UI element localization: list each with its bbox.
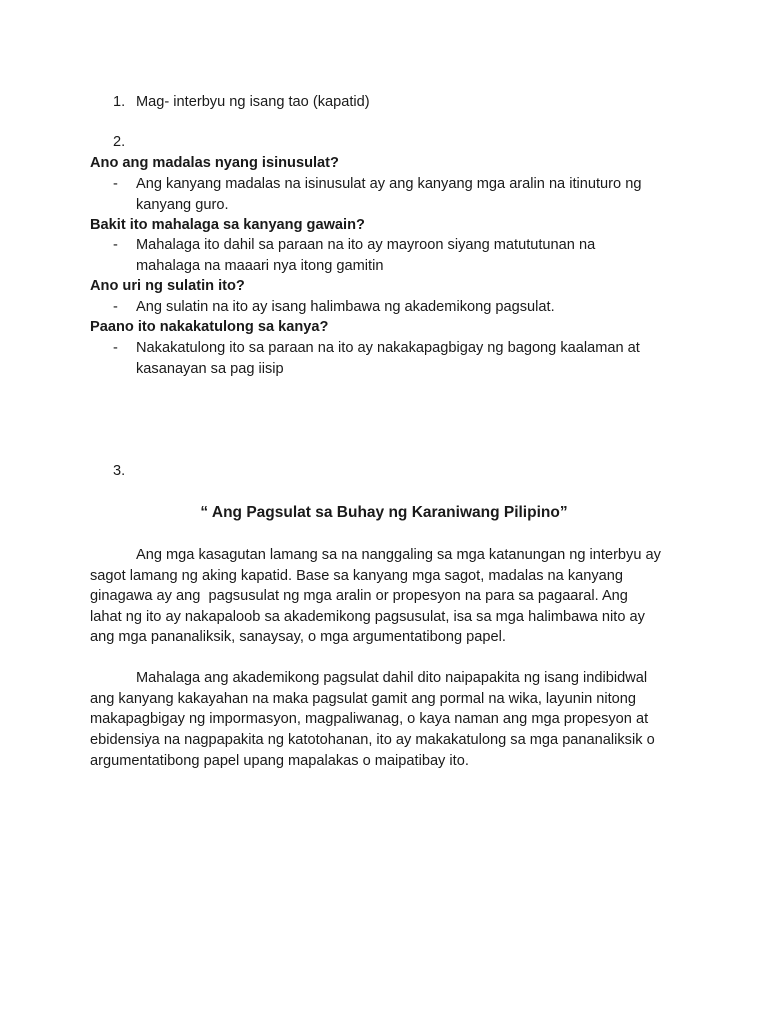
- paragraph-2-line-3: makapagbigay ng impormasyon, magpaliwanag, o kaya naman ang mga propesyon at: [90, 711, 649, 727]
- list-item-1-text: Mag- interbyu ng isang tao (kapatid): [136, 94, 370, 110]
- paragraph-2-line-5: argumentatibong papel upang mapalakas o maipatibay ito.: [90, 753, 469, 769]
- answer-3-dash: -: [113, 299, 118, 315]
- list-number-2: 2.: [113, 134, 126, 150]
- paragraph-2-line-1: Mahalaga ang akademikong pagsulat dahil dito naipapakita ng isang indibidwal: [136, 670, 648, 686]
- answer-3-line-1: Ang sulatin na ito ay isang halimbawa ng akademikong pagsulat.: [136, 299, 555, 315]
- question-1: Ano ang madalas nyang isinusulat?: [90, 155, 339, 171]
- answer-4-line-2: kasanayan sa pag iisip: [136, 361, 284, 377]
- answer-1-line-1: Ang kanyang madalas na isinusulat ay ang kanyang mga aralin na itinuturo ng: [136, 176, 642, 192]
- list-number-3: 3.: [113, 463, 126, 479]
- answer-2-line-2: mahalaga na maaari nya itong gamitin: [136, 258, 384, 274]
- paragraph-1-line-2: sagot lamang ng aking kapatid. Base sa kanyang mga sagot, madalas na kanyang: [90, 568, 624, 584]
- answer-4-dash: -: [113, 340, 118, 356]
- question-3: Ano uri ng sulatin ito?: [90, 278, 245, 294]
- essay-title: “ Ang Pagsulat sa Buhay ng Karaniwang Pilipino”: [200, 504, 568, 521]
- paragraph-1-line-4: lahat ng ito ay nakapaloob sa akademikong pagsusulat, isa sa mga halimbawa nito ay: [90, 609, 645, 625]
- question-2: Bakit ito mahalaga sa kanyang gawain?: [90, 217, 365, 233]
- list-number-1: 1.: [113, 94, 126, 110]
- answer-2-line-1: Mahalaga ito dahil sa paraan na ito ay mayroon siyang matututunan na: [136, 237, 596, 253]
- answer-4-line-1: Nakakatulong ito sa paraan na ito ay nakakapagbigay ng bagong kaalaman at: [136, 340, 640, 356]
- question-4: Paano ito nakakatulong sa kanya?: [90, 319, 329, 335]
- answer-1-line-2: kanyang guro.: [136, 197, 229, 213]
- paragraph-1-line-3: ginagawa ay ang pagsusulat ng mga aralin or propesyon na para sa pagaaral. Ang: [90, 588, 628, 604]
- answer-2-dash: -: [113, 237, 118, 253]
- paragraph-1-line-5: ang mga pananaliksik, sanaysay, o mga argumentatibong papel.: [90, 629, 506, 645]
- paragraph-1-line-1: Ang mga kasagutan lamang sa na nanggaling sa mga katanungan ng interbyu ay: [136, 547, 661, 563]
- paragraph-2-line-2: ang kanyang kakayahan na maka pagsulat gamit ang pormal na wika, layunin nitong: [90, 691, 636, 707]
- paragraph-2-line-4: ebidensiya na nagpapakita ng katotohanan, ito ay makakatulong sa mga pananaliksik o: [90, 732, 655, 748]
- answer-1-dash: -: [113, 176, 118, 192]
